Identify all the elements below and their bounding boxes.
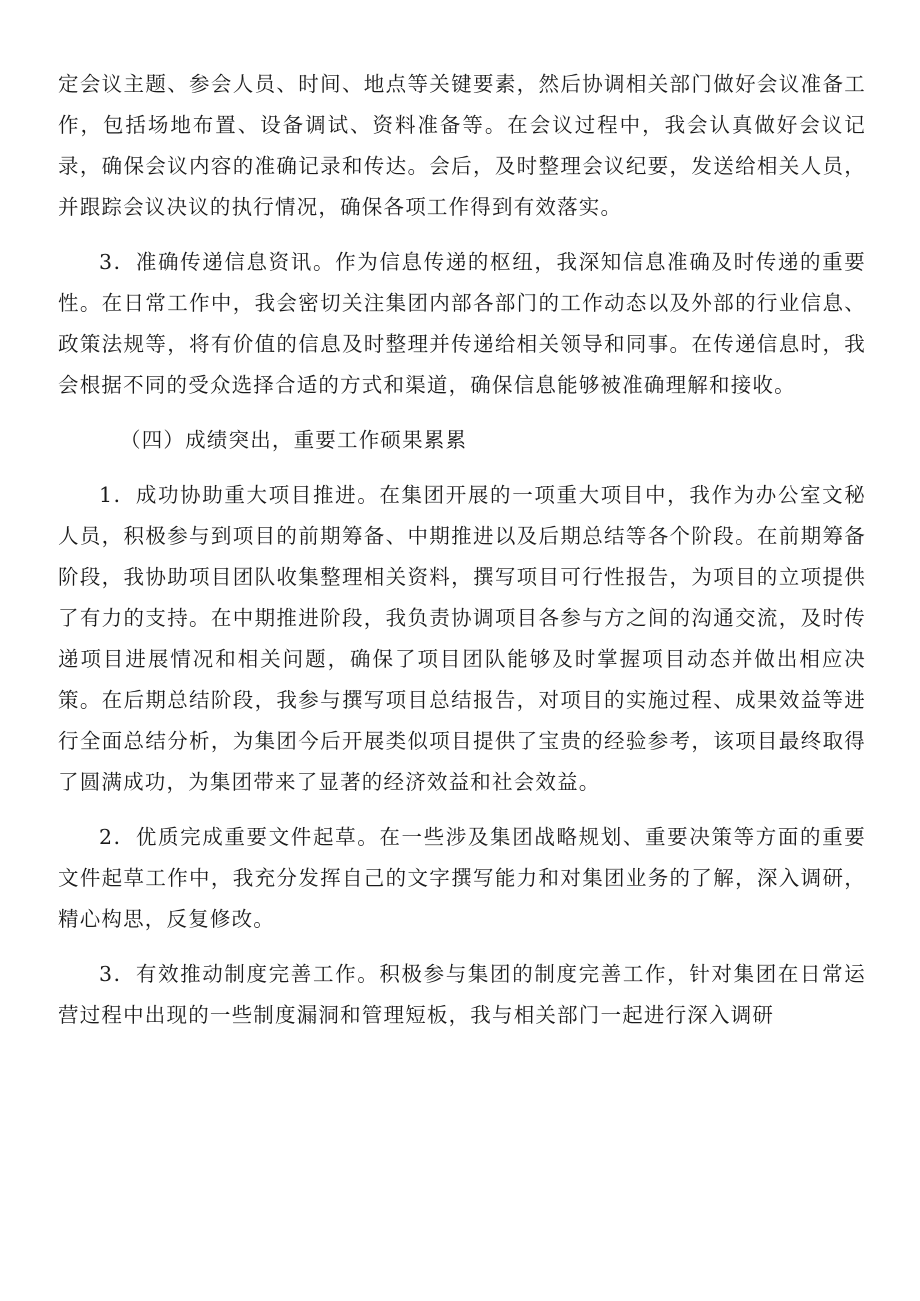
section-heading-achievements: （四）成绩突出，重要工作硕果累累 bbox=[120, 428, 468, 452]
paragraph-meeting-continuation: 定会议主题、参会人员、时间、地点等关键要素，然后协调相关部门做好会议准备工作，包括场地布置、设备调试、资料准备等。在会议过程中，我会认真做好会议记录，确保会议内容的准确记录和传达。会后，及时整理会议纪要，发送给相关人员，并跟踪会议决议的执行情况，确保各项工作得到有效落实。 bbox=[58, 72, 866, 219]
paragraph-item-3-system-improvement: 3．有效推动制度完善工作。积极参与集团的制度完善工作，针对集团在日常运营过程中出现的一些制度漏洞和管理短板，我与相关部门一起进行深入调研 bbox=[58, 962, 866, 1027]
paragraph-item-2-document-drafting: 2．优质完成重要文件起草。在一些涉及集团战略规划、重要决策等方面的重要文件起草工作中，我充分发挥自己的文字撰写能力和对集团业务的了解，深入调研，精心构思，反复修改。 bbox=[58, 825, 866, 931]
paragraph-item-3-information: 3．准确传递信息资讯。作为信息传递的枢纽，我深知信息准确及时传递的重要性。在日常工作中，我会密切关注集团内部各部门的工作动态以及外部的行业信息、政策法规等，将有价值的信息及时整理并传递给相关领导和同事。在传递信息时，我会根据不同的受众选择合适的方式和渠道，确保信息能够被准确理解和接收。 bbox=[58, 250, 866, 397]
document-body bbox=[58, 64, 866, 1050]
paragraph-item-1-major-project: 1．成功协助重大项目推进。在集团开展的一项重大项目中，我作为办公室文秘人员，积极参与到项目的前期筹备、中期推进以及后期总结等各个阶段。在前期筹备阶段，我协助项目团队收集整理相关资料，撰写项目可行性报告，为项目的立项提供了有力的支持。在中期推进阶段，我负责协调项目各参与方之间的沟通交流，及时传递项目进展情况和相关问题，确保了项目团队能够及时掌握项目动态并做出相应决策。在后期总结阶段，我参与撰写项目总结报告，对项目的实施过程、成果效益等进行全面总结分析，为集团今后开展类似项目提供了宝贵的经验参考，该项目最终取得了圆满成功，为集团带来了显著的经济效益和社会效益。 bbox=[58, 483, 866, 794]
